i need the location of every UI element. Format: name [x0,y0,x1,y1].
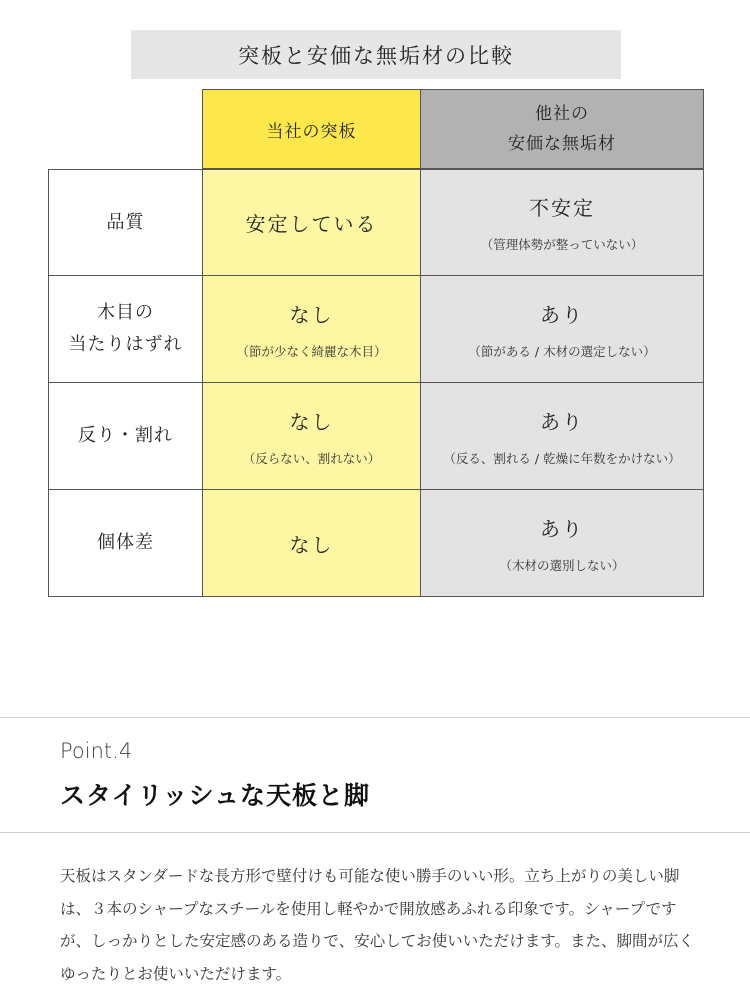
ours-cell-warp-crack [202,383,421,490]
ours-cell-quality [202,169,421,276]
comparison-title [131,30,621,79]
ours-main-text: 安定している [245,212,378,236]
other-cell-quality [421,169,704,276]
point-label: Point.4 [60,739,133,763]
other-main-text: あり [540,516,584,541]
ours-main-text: なし [289,409,334,434]
other-main-text: あり [540,302,584,327]
header-other-line1: 他社の [535,104,589,124]
header-our-veneer [202,89,421,169]
other-cell-warp-crack [421,383,704,490]
section-divider-bottom [0,832,750,833]
other-cell-grain [421,276,704,383]
comparison-title-text: 突板と安価な無垢材の比較 [238,43,514,68]
section-divider-top [0,717,750,718]
point-description: 天板はスタンダードな長方形で壁付けも可能な使い勝手のいい形。立ち上がりの美しい脚は、３本のシャープなスチールを使用し軽やかで開放感あふれる印象です。シャープですが、しっかりとした安定感のある造りで、安心してお使いいただけます。また、脚間が広くゆったりとお使いいただけます。 [60,867,694,983]
row-label-text-line2: 当たりはずれ [68,334,183,355]
row-label-warp-crack [48,383,202,490]
row-label-grain [48,276,202,383]
other-main-text: 不安定 [529,196,595,220]
other-cell-individual-difference [421,490,704,597]
header-other-solid-wood [421,89,704,169]
row-label-text-line1: 木目の [97,302,154,323]
ours-cell-individual-difference [202,490,421,597]
other-sub-text: （木材の選別しない） [499,557,625,573]
header-other-line2: 安価な無垢材 [508,134,616,154]
header-our-veneer-text: 当社の突板 [266,121,357,142]
ours-cell-grain [202,276,421,383]
other-main-text: あり [540,409,584,434]
other-sub-text: （節がある / 木材の選定しない） [468,343,656,359]
other-sub-text: （反る、割れる / 乾燥に年数をかけない） [443,450,681,466]
row-label-text: 反り・割れ [78,425,173,446]
comparison-table [48,89,704,597]
ours-main-text: なし [289,302,334,327]
row-label-text: 個体差 [97,532,154,553]
ours-sub-text: （反らない、割れない） [242,450,381,466]
ours-sub-text: （節が少なく綺麗な木目） [236,343,387,359]
ours-main-text: なし [289,532,334,557]
other-sub-text: （管理体勢が整っていない） [480,237,644,252]
row-label-quality [48,169,202,276]
row-label-individual-difference [48,490,202,597]
row-label-text: 品質 [106,211,145,233]
point-title: スタイリッシュな天板と脚 [60,781,371,810]
